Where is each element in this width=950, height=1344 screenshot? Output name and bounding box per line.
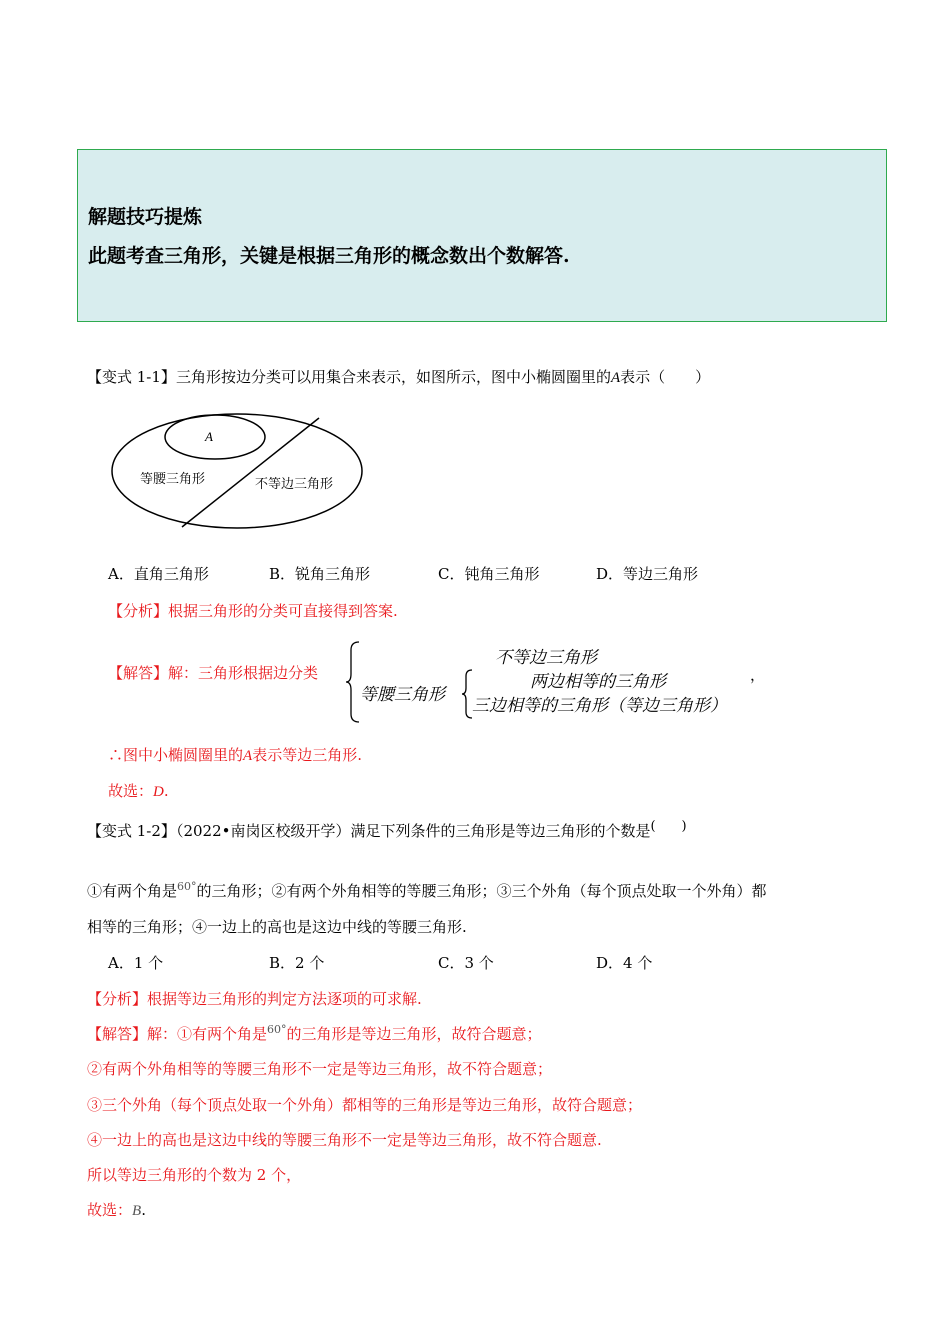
venn-label-a: A [205, 429, 213, 444]
q2-option-b[interactable]: B．2 个 [269, 954, 325, 972]
q2-final: 故选：B. [87, 1201, 146, 1219]
q2-option-d[interactable]: D．4 个 [596, 954, 653, 972]
class-scalene: 不等边三角形 [495, 648, 597, 668]
q1-option-a[interactable]: A．直角三角形 [108, 565, 209, 583]
q1-option-b[interactable]: B．锐角三角形 [269, 565, 371, 583]
q1-option-c[interactable]: C．钝角三角形 [438, 565, 540, 583]
venn-diagram [105, 410, 370, 535]
q1-option-d[interactable]: D．等边三角形 [596, 565, 699, 583]
q2-answer-2: ②有两个外角相等的等腰三角形不一定是等边三角形，故不符合题意； [87, 1060, 553, 1078]
q2-answer-3: ③三个外角（每个顶点处取一个外角）都相等的三角形是等边三角形，故符合题意； [87, 1096, 643, 1114]
q1-stem: 【变式 1-1】三角形按边分类可以用集合来表示，如图所示，图中小椭圆圈里的A表示（ ） [87, 368, 711, 386]
venn-label-scalene: 不等边三角形 [255, 477, 334, 492]
q1-tag: 【变式 1-1】 [87, 368, 176, 386]
q2-stem: 【变式 1-2】（2022•南岗区校级开学）满足下列条件的三角形是等边三角形的个数是( ) [87, 819, 687, 840]
class-three-equal: 三边相等的三角形（等边三角形） [472, 696, 727, 716]
q1-answer: 【解答】解：三角形根据边分类 [108, 664, 319, 682]
small-ellipse [165, 415, 265, 459]
venn-label-isosceles: 等腰三角形 [140, 472, 206, 487]
tip-title: 解题技巧提炼 [88, 206, 203, 228]
q1-analysis: 【分析】根据三角形的分类可直接得到答案. [108, 602, 398, 620]
tip-box [77, 149, 887, 322]
class-comma: ， [750, 666, 766, 684]
tip-content: 此题考查三角形，关键是根据三角形的概念数出个数解答. [88, 245, 570, 267]
class-two-equal: 两边相等的三角形 [530, 672, 666, 692]
q2-analysis: 【分析】根据等边三角形的判定方法逐项的可求解. [87, 990, 422, 1008]
q2-line1: ①有两个角是$^{60^\circ}$的三角形；②有两个外角相等的等腰三角形；③三个外角（每个顶点处取一个外角）都 [87, 880, 767, 900]
outer-ellipse [112, 414, 362, 528]
q1-conclusion: ∴图中小椭圆圈里的A表示等边三角形. [108, 746, 362, 764]
q2-option-a[interactable]: A．1 个 [108, 954, 164, 972]
class-isosceles: 等腰三角形 [360, 685, 445, 705]
q2-answer-1: 【解答】解：①有两个角是$^{60^\circ}$的三角形是等边三角形，故符合题意； [87, 1023, 542, 1043]
q2-answer-5: 所以等边三角形的个数为 2 个， [87, 1166, 302, 1184]
q1-final: 故选：D. [108, 782, 169, 800]
q2-line2: 相等的三角形；④一边上的高也是这边中线的等腰三角形. [87, 918, 467, 936]
q2-option-c[interactable]: C．3 个 [438, 954, 494, 972]
q2-answer-4: ④一边上的高也是这边中线的等腰三角形不一定是等边三角形，故不符合题意. [87, 1131, 602, 1149]
q2-tag: 【变式 1-2】 [87, 822, 176, 840]
